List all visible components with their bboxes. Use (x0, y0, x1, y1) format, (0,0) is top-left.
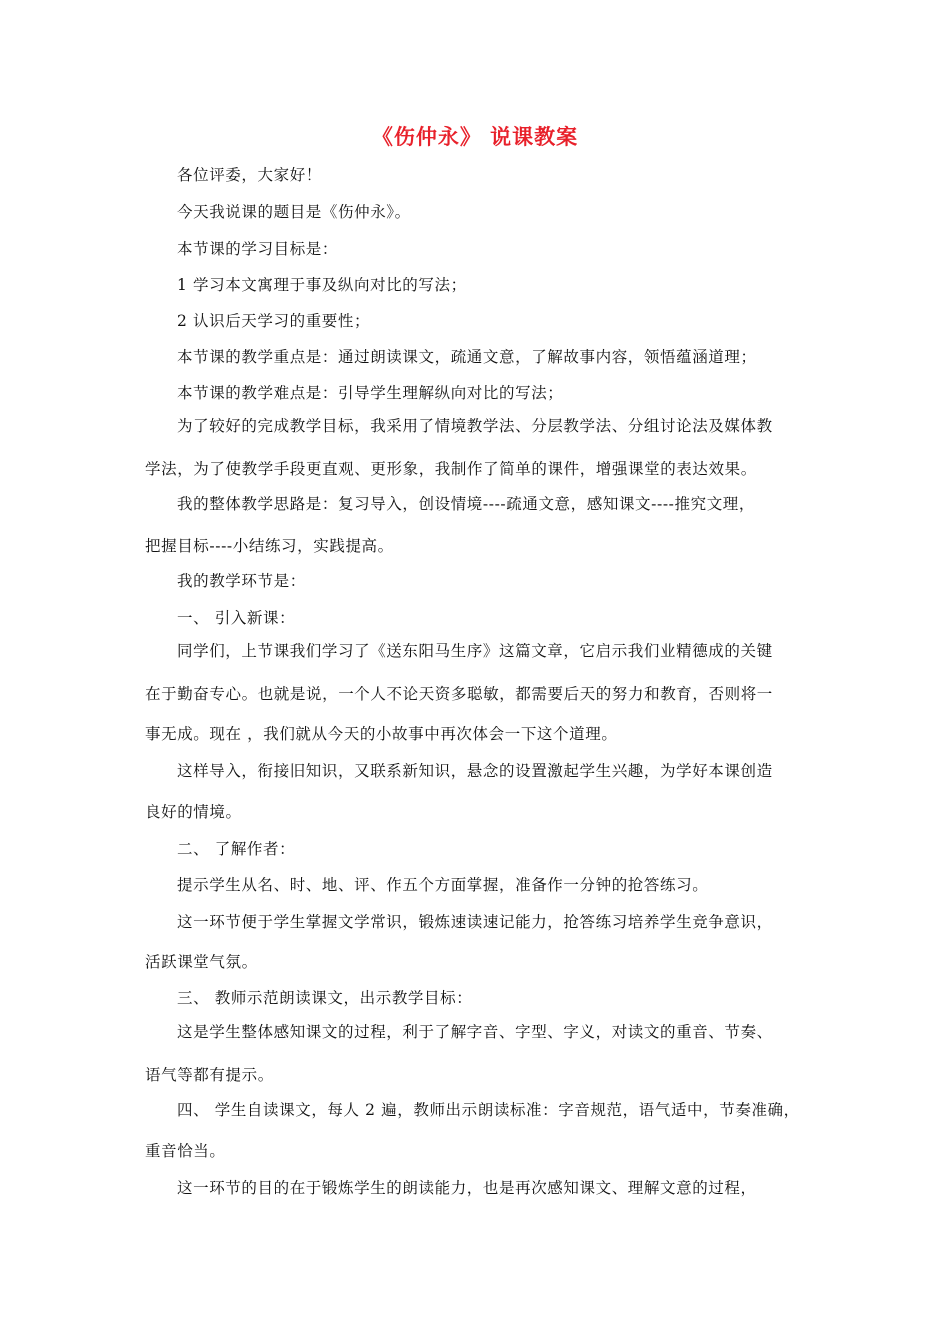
body-line: 这样导入，衔接旧知识，又联系新知识，悬念的设置激起学生兴趣，为学好本课创造 (177, 762, 773, 780)
body-line: 本节课的学习目标是： (177, 240, 339, 258)
body-line: 良好的情境。 (145, 803, 242, 821)
body-line: 二、 了解作者： (177, 840, 296, 858)
body-line: 重音恰当。 (145, 1142, 226, 1160)
body-line: 同学们，上节课我们学习了《送东阳马生序》这篇文章，它启示我们业精德成的关键 (177, 642, 773, 660)
body-line: 提示学生从名、时、地、评、作五个方面掌握，准备作一分钟的抢答练习。 (177, 876, 709, 894)
body-line: 活跃课堂气氛。 (145, 953, 258, 971)
body-line: 为了较好的完成教学目标，我采用了情境教学法、分层教学法、分组讨论法及媒体教 (177, 417, 773, 435)
body-line: 学法，为了使教学手段更直观、更形象，我制作了简单的课件，增强课堂的表达效果。 (145, 460, 757, 478)
body-line: 三、 教师示范朗读课文，出示教学目标： (177, 989, 473, 1007)
body-line: 本节课的教学难点是：引导学生理解纵向对比的写法； (177, 384, 564, 402)
body-line: 我的教学环节是： (177, 572, 306, 590)
body-line: 我的整体教学思路是：复习导入，创设情境----疏通文意，感知课文----推究文理， (177, 495, 756, 513)
body-line: 事无成。现在 ，我们就从今天的小故事中再次体会一下这个道理。 (145, 725, 618, 743)
body-line: 本节课的教学重点是：通过朗读课文，疏通文意，了解故事内容，领悟蕴涵道理； (177, 348, 757, 366)
body-line: 今天我说课的题目是《伤仲永》。 (177, 203, 411, 221)
body-line: 1 学习本文寓理于事及纵向对比的写法； (177, 276, 467, 294)
body-line: 四、 学生自读课文，每人 2 遍，教师出示朗读标准：字音规范，语气适中，节奏准确， (177, 1101, 800, 1119)
body-line: 在于勤奋专心。也就是说，一个人不论天资多聪敏，都需要后天的努力和教育，否则将一 (145, 685, 773, 703)
body-line: 把握目标----小结练习，实践提高。 (145, 537, 394, 555)
document-title: 《伤仲永》 说课教案 (371, 125, 579, 149)
body-line: 这一环节的目的在于锻炼学生的朗读能力，也是再次感知课文、理解文意的过程， (177, 1179, 757, 1197)
body-line: 一、 引入新课： (177, 609, 296, 627)
body-line: 2 认识后天学习的重要性； (177, 312, 371, 330)
body-line: 这是学生整体感知课文的过程，利于了解字音、字型、字义，对读文的重音、节奏、 (177, 1023, 773, 1041)
body-line: 这一环节便于学生掌握文学常识，锻炼速读速记能力，抢答练习培养学生竞争意识， (177, 913, 773, 931)
body-line: 各位评委，大家好！ (177, 166, 322, 184)
body-line: 语气等都有提示。 (145, 1066, 274, 1084)
